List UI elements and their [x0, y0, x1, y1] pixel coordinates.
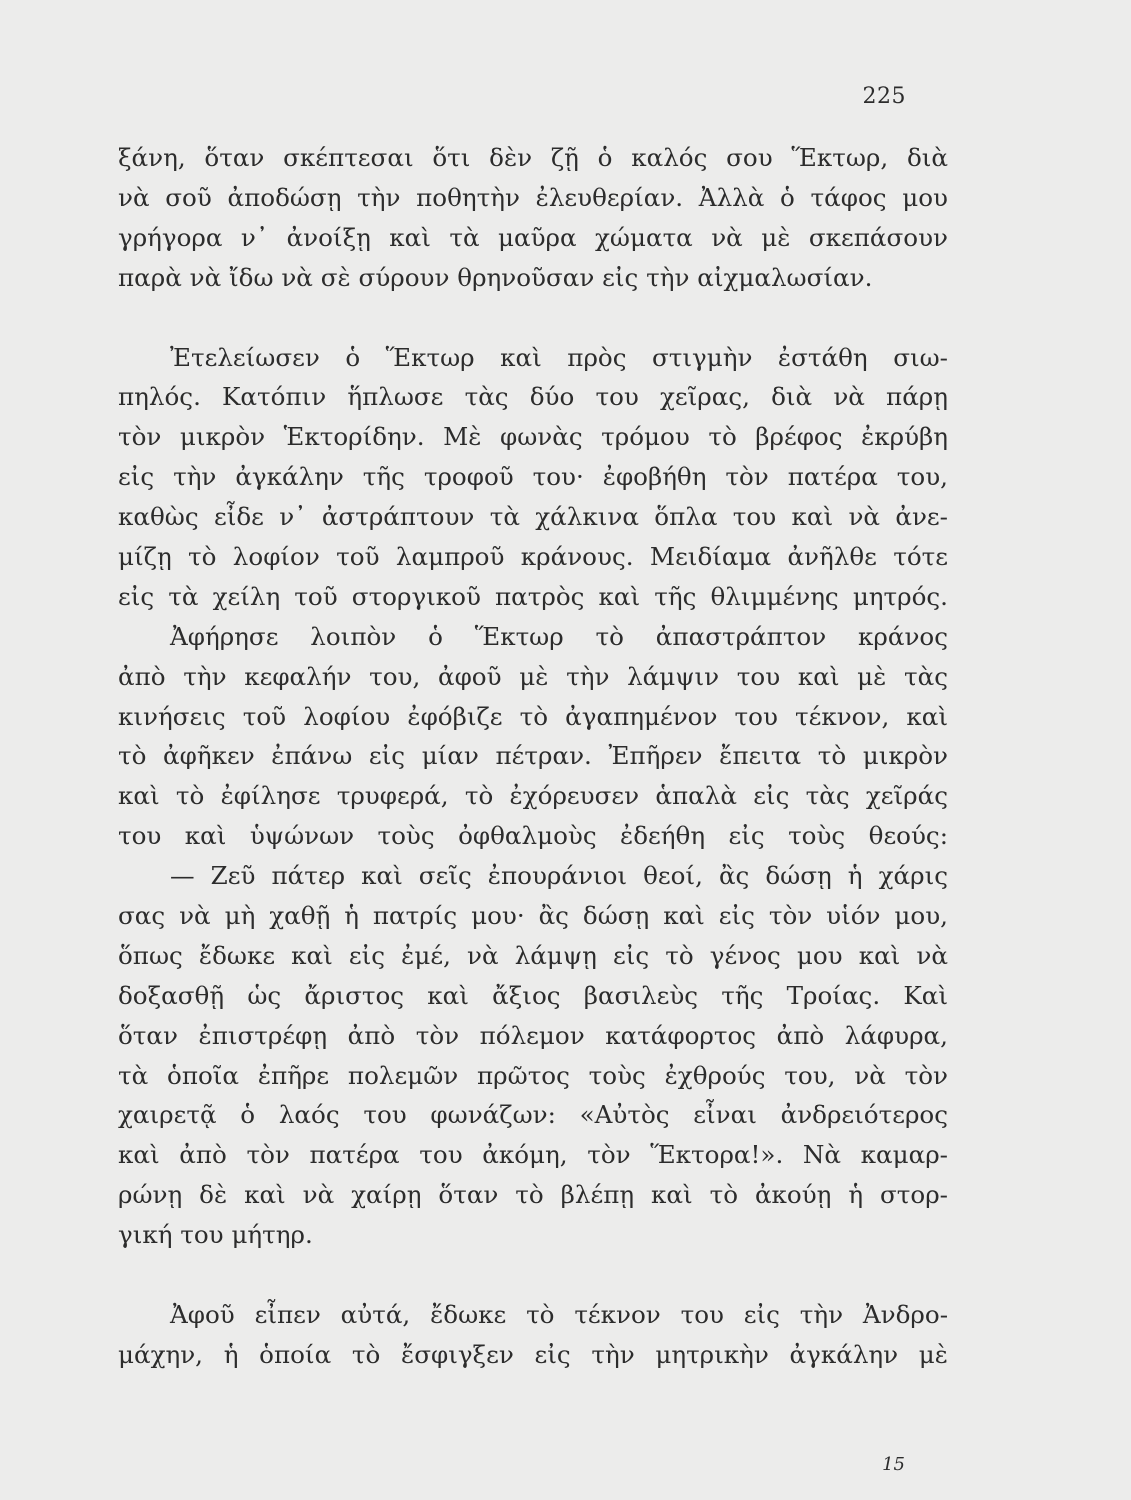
body-text: [118, 138, 948, 1375]
text-line: παρὰ νὰ ἴδω νὰ σὲ σύρουν θρηνοῦσαν εἰς τὴν αἰχμαλωσίαν.: [118, 262, 873, 292]
text-line: τὸ ἀφῆκεν ἐπάνω εἰς μίαν πέτραν. Ἐπῆρεν ἔπειτα τὸ μικρὸν: [118, 741, 948, 771]
text-line: σας νὰ μὴ χαθῇ ἡ πατρίς μου· ἂς δώσῃ καὶ εἰς τὸν υἱόν μου,: [118, 901, 948, 931]
text-line: ὅταν ἐπιστρέφῃ ἀπὸ τὸν πόλεμον κατάφορτος ἀπὸ λάφυρα,: [118, 1020, 948, 1050]
text-line: κινήσεις τοῦ λοφίου ἐφόβιζε τὸ ἀγαπημένον του τέκνον, καὶ: [118, 701, 948, 731]
text-line: νὰ σοῦ ἀποδώσῃ τὴν ποθητὴν ἐλευθερίαν. Ἀλλὰ ὁ τάφος μου: [118, 182, 948, 212]
text-line: Ἀφήρησε λοιπὸν ὁ Ἕκτωρ τὸ ἀπαστράπτον κράνος: [170, 621, 948, 651]
text-line: μάχην, ἡ ὁποία τὸ ἔσφιγξεν εἰς τὴν μητρικὴν ἀγκάλην μὲ: [118, 1339, 948, 1369]
text-line: ἀπὸ τὴν κεφαλήν του, ἀφοῦ μὲ τὴν λάμψιν του καὶ μὲ τὰς: [118, 661, 948, 691]
text-line: πηλός. Κατόπιν ἥπλωσε τὰς δύο του χεῖρας, διὰ νὰ πάρῃ: [118, 382, 948, 412]
text-line: γική του μήτηρ.: [118, 1220, 313, 1250]
text-line: καθὼς εἶδε ν᾽ ἀστράπτουν τὰ χάλκινα ὅπλα του καὶ νὰ ἀνε-: [118, 502, 948, 532]
text-line: καὶ ἀπὸ τὸν πατέρα του ἀκόμη, τὸν Ἕκτορα!». Νὰ καμαρ-: [118, 1140, 948, 1170]
text-line: Ἐτελείωσεν ὁ Ἕκτωρ καὶ πρὸς στιγμὴν ἐστάθη σιω-: [170, 342, 948, 372]
text-line: καὶ τὸ ἐφίλησε τρυφερά, τὸ ἐχόρευσεν ἁπαλὰ εἰς τὰς χεῖράς: [118, 781, 948, 811]
text-line: μίζῃ τὸ λοφίον τοῦ λαμπροῦ κράνους. Μειδίαμα ἀνῆλθε τότε: [118, 542, 948, 572]
text-line: ὅπως ἔδωκε καὶ εἰς ἐμέ, νὰ λάμψῃ εἰς τὸ γένος μου καὶ νὰ: [118, 940, 948, 970]
text-line: ξάνη, ὅταν σκέπτεσαι ὅτι δὲν ζῇ ὁ καλός σου Ἕκτωρ, διὰ: [118, 143, 948, 172]
text-line: τὸν μικρὸν Ἑκτορίδην. Μὲ φωνὰς τρόμου τὸ βρέφος ἐκρύβη: [118, 422, 948, 452]
text-line: Ἀφοῦ εἶπεν αὐτά, ἔδωκε τὸ τέκνον του εἰς τὴν Ἀνδρο-: [170, 1300, 948, 1330]
text-line: εἰς τὴν ἀγκάλην τῆς τροφοῦ του· ἐφοβήθη τὸν πατέρα του,: [118, 462, 948, 492]
page-number: 225: [862, 84, 906, 109]
paragraph-gap: [118, 298, 948, 338]
text-line: — Ζεῦ πάτερ καὶ σεῖς ἐπουράνιοι θεοί, ἂς δώσῃ ἡ χάρις: [170, 861, 948, 891]
text-line: γρήγορα ν᾽ ἀνοίξῃ καὶ τὰ μαῦρα χώματα νὰ μὲ σκεπάσουν: [118, 222, 948, 252]
text-line: δοξασθῇ ὡς ἄριστος καὶ ἄξιος βασιλεὺς τῆς Τροίας. Καὶ: [118, 980, 948, 1010]
text-line: ρώνῃ δὲ καὶ νὰ χαίρῃ ὅταν τὸ βλέπῃ καὶ τὸ ἀκούῃ ἡ στορ-: [118, 1180, 948, 1210]
text-line: εἰς τὰ χείλη τοῦ στοργικοῦ πατρὸς καὶ τῆς θλιμμένης μητρός.: [118, 581, 948, 611]
text-line: χαιρετᾷ ὁ λαός του φωνάζων: «Αὐτὸς εἶναι ἀνδρειότερος: [118, 1100, 948, 1130]
signature-mark: 15: [882, 1454, 905, 1475]
text-line: τὰ ὁποῖα ἐπῆρε πολεμῶν πρῶτος τοὺς ἐχθρούς του, νὰ τὸν: [118, 1060, 948, 1090]
paragraph-gap: [118, 1255, 948, 1295]
text-line: του καὶ ὑψώνων τοὺς ὀφθαλμοὺς ἐδεήθη εἰς τοὺς θεούς:: [118, 821, 948, 851]
